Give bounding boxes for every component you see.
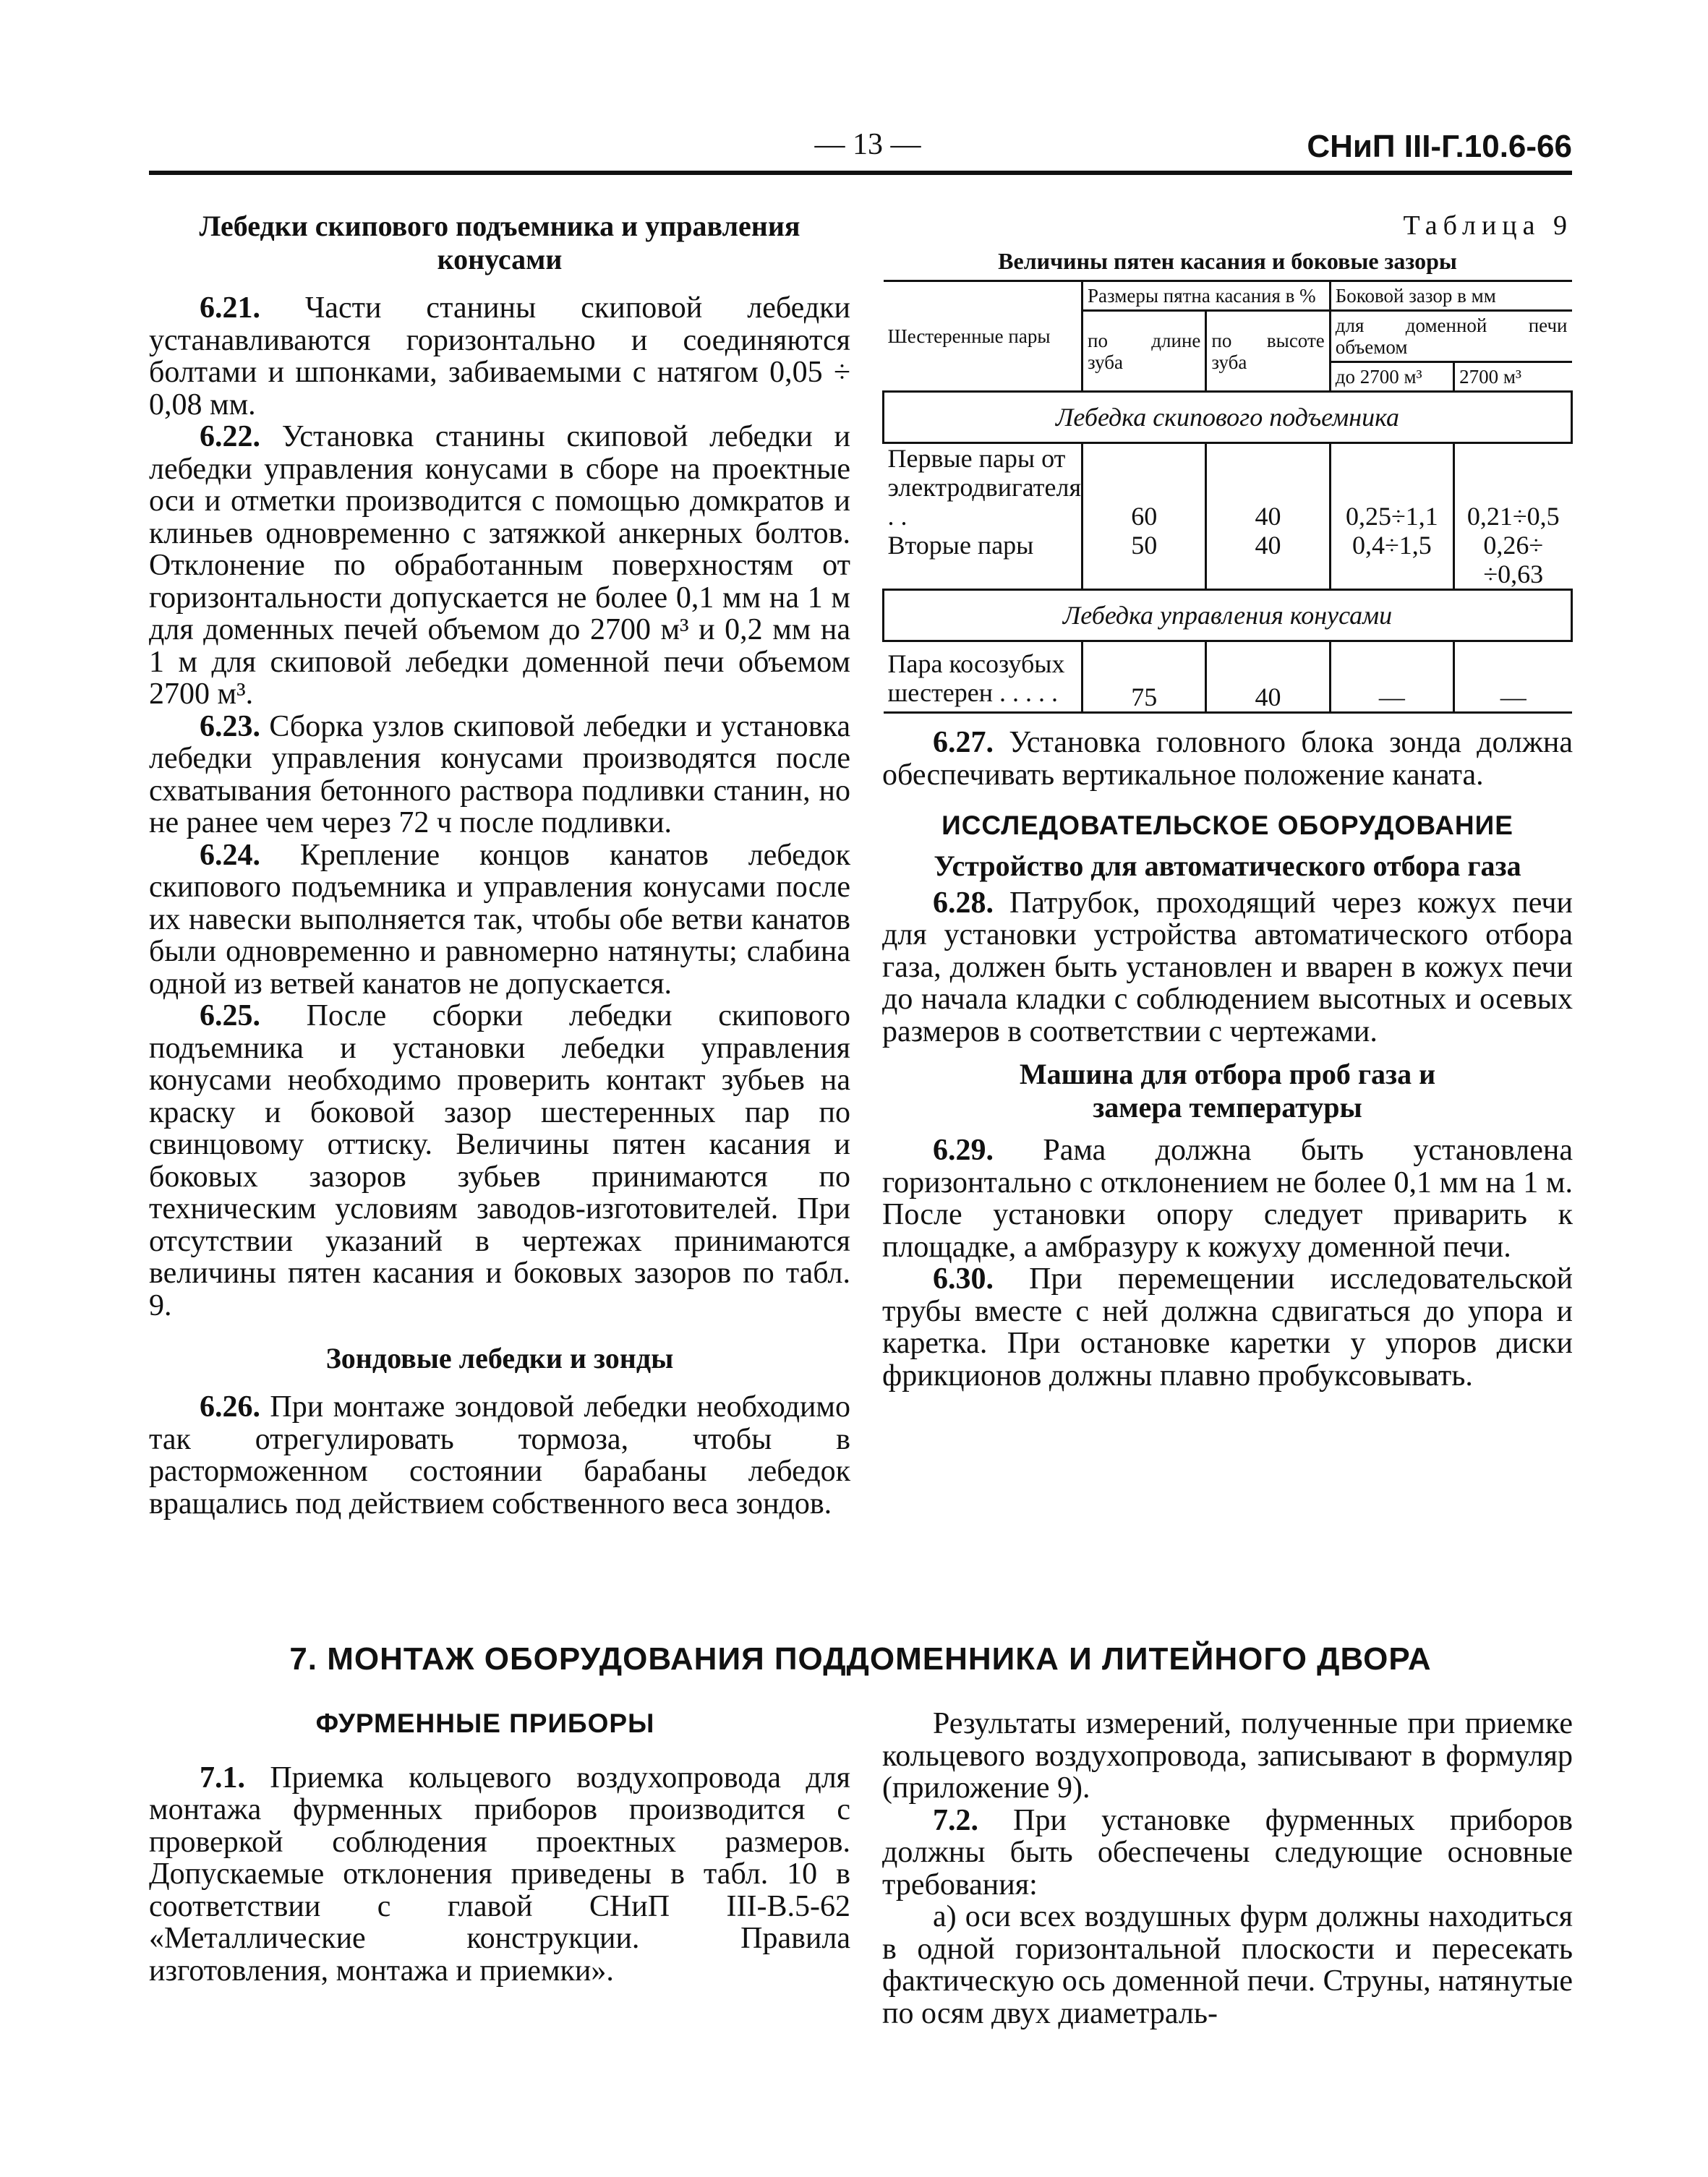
- paragraph-text: Установка станины скиповой лебедки и лебедки управления конусами в сборе на проектные оси и отметки производится с помощью домкратов и клиньев одновременно с затяжкой анкерных болтов. Отклонение по обработанным поверхностям от горизонтальности допускается не более 0,1 мм на 1 м для доменных печей объемом до 2700 м³ и 0,2 мм на 1 м для скиповой лебедки доменной печи объемом 2700 м³.: [149, 420, 850, 711]
- header-rule: [149, 171, 1572, 175]
- header-tooth-height: по высоте зуба: [1206, 311, 1330, 392]
- paragraph-text: Патрубок, проходящий через кожух печи для установки устройства автоматического отбора газа, должен быть установлен и вварен в кожух печи до начала кладки с соблюдением высотных и осевых размеров в соответствии с чертежами.: [882, 886, 1574, 1048]
- paragraph-6-21: [149, 292, 850, 421]
- heading-tuyere-devices: ФУРМЕННЫЕ ПРИБОРЫ: [315, 1708, 655, 1738]
- paragraph-6-29: [882, 1134, 1573, 1263]
- paragraph-text: Установка головного блока зонда должна обеспечивать вертикальное положение каната.: [882, 726, 1573, 792]
- paragraph-text: После сборки лебедки скипового подъемника и установки лебедки управления конусами необходимо проверить контакт зубьев на краску и боковой зазор шестеренных пар по свинцовому оттиску. Величины пятен касания и боковых зазоров зубьев принимаются по техническим условиям заводов-изготовителей. При отсутствии указаний в чертежах принимаются величины пятен касания и боковых зазоров по табл. 9.: [149, 999, 850, 1322]
- paragraph-text: При монтаже зондовой лебедки необходимо так отрегулировать тормоза, чтобы в расторможенном состоянии барабаны лебедок вращались под действием собственного веса зондов.: [149, 1390, 851, 1521]
- paragraph-text: Сборка узлов скиповой лебедки и установка лебедки управления конусами производятся после схватывания бетонного раствора подливки станин, но не ранее чем через 72 ч после подливки.: [149, 709, 851, 839]
- cell-pair-name: Пара косозубых шестерен . . . . .: [884, 641, 1083, 713]
- paragraph-number: 7.2.: [933, 1803, 978, 1837]
- section-7-title: 7. МОНТАЖ ОБОРУДОВАНИЯ ПОДДОМЕННИКА И ЛИТЕЙНОГО ДВОРА: [289, 1641, 1432, 1677]
- heading-probe-winches: Зондовые лебедки и зонды: [325, 1342, 674, 1374]
- cell-pair-name: Вторые пары: [884, 531, 1083, 590]
- cell-length: 75: [1083, 641, 1206, 713]
- paragraph-6-23: [149, 711, 850, 839]
- header-furnace-volume: для доменной печи объемом: [1330, 311, 1571, 362]
- heading-sampling-machine: Машина для отбора проб газа и замера температуры: [1019, 1058, 1436, 1124]
- header-side-gap: Боковой зазор в мм: [1330, 281, 1571, 311]
- page-number: — 13 —: [814, 128, 921, 161]
- paragraph-7-2-a: а) оси всех воздушных фурм должны находиться в одной горизонтальной плоскости и пересекать фактическую ось доменной печи. Струны, натянутые по осям двух диаметраль-: [882, 1900, 1573, 2030]
- paragraph-number: 6.24.: [200, 838, 260, 872]
- paragraph-text: При перемещении исследовательской трубы вместе с ней должна сдвигаться до упора и каретка. При остановке каретки у упоров диски фрикционов должны плавно пробуксовывать.: [882, 1262, 1573, 1393]
- paragraph-text: Части станины скиповой лебедки устанавливаются горизонтально и соединяются болтами и шпонками, забиваемыми с натягом 0,05 ÷ 0,08 мм.: [149, 291, 851, 422]
- cell-length: 60: [1083, 443, 1206, 531]
- paragraph-text: Крепление концов канатов лебедок скипового подъемника и управления конусами после их навески выполняется так, чтобы обе ветви канатов были одновременно и равномерно натянуты; слабина одной из ветвей канатов не допускается.: [149, 838, 850, 1001]
- cell-gap-upto: —: [1330, 641, 1453, 713]
- document-code: СНиП III-Г.10.6-66: [1307, 129, 1572, 164]
- paragraph-6-24: [149, 839, 850, 1001]
- heading-gas-sampling-device: Устройство для автоматического отбора газа: [934, 849, 1521, 882]
- header-upto-2700: до 2700 м³: [1330, 362, 1453, 392]
- left-column: [149, 210, 850, 1520]
- cell-gap-2700: 0,21÷0,5: [1454, 443, 1572, 531]
- paragraph-6-22: [149, 421, 850, 711]
- table-row: [884, 443, 1572, 531]
- paragraph-text: Приемка кольцевого воздухопровода для монтажа фурменных приборов производится с проверкой соблюдения проектных размеров. Допускаемые отклонения приведены в табл. 10 в соответствии с главой СНиП III-В.5-62 «Металлические конструкции. Правила изготовления, монтажа и приемки».: [149, 1761, 851, 1988]
- cell-pair-name: Первые пары от электродвигателя . .: [884, 443, 1083, 531]
- header-gear-pairs: Шестеренные пары: [884, 281, 1083, 392]
- table-section-cones: Лебедка управления конусами: [884, 590, 1572, 641]
- section-7-left-column: [149, 1708, 850, 1987]
- paragraph-number: 6.29.: [933, 1134, 994, 1167]
- cell-gap-2700: 0,26÷ ÷0,63: [1454, 531, 1572, 590]
- paragraph-6-26: [149, 1391, 850, 1520]
- paragraph-number: 6.23.: [200, 709, 260, 743]
- paragraph-6-25: [149, 1000, 850, 1322]
- paragraph-number: 6.25.: [200, 999, 260, 1032]
- paragraph-6-28: [882, 887, 1573, 1048]
- cell-length: 50: [1083, 531, 1206, 590]
- table-caption: Величины пятен касания и боковые зазоры: [998, 247, 1457, 274]
- paragraph-number: 6.27.: [933, 726, 994, 759]
- section-7-right-column: [882, 1708, 1573, 2030]
- paragraph-6-30: [882, 1263, 1573, 1392]
- paragraph-number: 7.1.: [200, 1761, 245, 1795]
- paragraph-7-2: [882, 1805, 1573, 1902]
- paragraph-text: При установке фурменных приборов должны быть обеспечены следующие основные требования:: [882, 1803, 1574, 1902]
- table-section-skip: Лебедка скипового подъемника: [884, 392, 1572, 443]
- table-row: [884, 531, 1572, 590]
- right-column: [882, 210, 1573, 1392]
- table-9: [882, 280, 1573, 714]
- paragraph-number: 6.26.: [200, 1390, 260, 1424]
- cell-gap-upto: 0,25÷1,1: [1330, 443, 1453, 531]
- header-contact-size: Размеры пятна касания в %: [1083, 281, 1331, 311]
- heading-research-equipment: ИССЛЕДОВАТЕЛЬСКОЕ ОБОРУДОВАНИЕ: [941, 811, 1513, 840]
- table-row: [884, 641, 1572, 713]
- cell-height: 40: [1206, 641, 1330, 713]
- paragraph-text: Рама должна быть установлена горизонтально с отклонением не более 0,1 мм на 1 м. После установки опору следует приварить к площадке, а амбразуру к кожуху доменной печи.: [882, 1134, 1573, 1264]
- cell-gap-2700: —: [1454, 641, 1572, 713]
- cell-height: 40: [1206, 531, 1330, 590]
- table-label: Таблица 9: [1403, 210, 1573, 241]
- paragraph-results: Результаты измерений, полученные при приемке кольцевого воздухопровода, записывают в формуляр (приложение 9).: [882, 1707, 1573, 1805]
- cell-height: 40: [1206, 443, 1330, 531]
- paragraph-7-1: [149, 1762, 850, 1988]
- header-tooth-length: по длине зуба: [1083, 311, 1206, 392]
- paragraph-number: 6.21.: [200, 291, 260, 325]
- paragraph-number: 6.22.: [200, 420, 260, 453]
- paragraph-number: 6.28.: [933, 886, 994, 920]
- heading-skip-winches: Лебедки скипового подъемника и управления конусами: [199, 210, 800, 275]
- paragraph-6-27: [882, 727, 1573, 791]
- cell-gap-upto: 0,4÷1,5: [1330, 531, 1453, 590]
- paragraph-number: 6.30.: [933, 1262, 994, 1296]
- header-2700: 2700 м³: [1454, 362, 1572, 392]
